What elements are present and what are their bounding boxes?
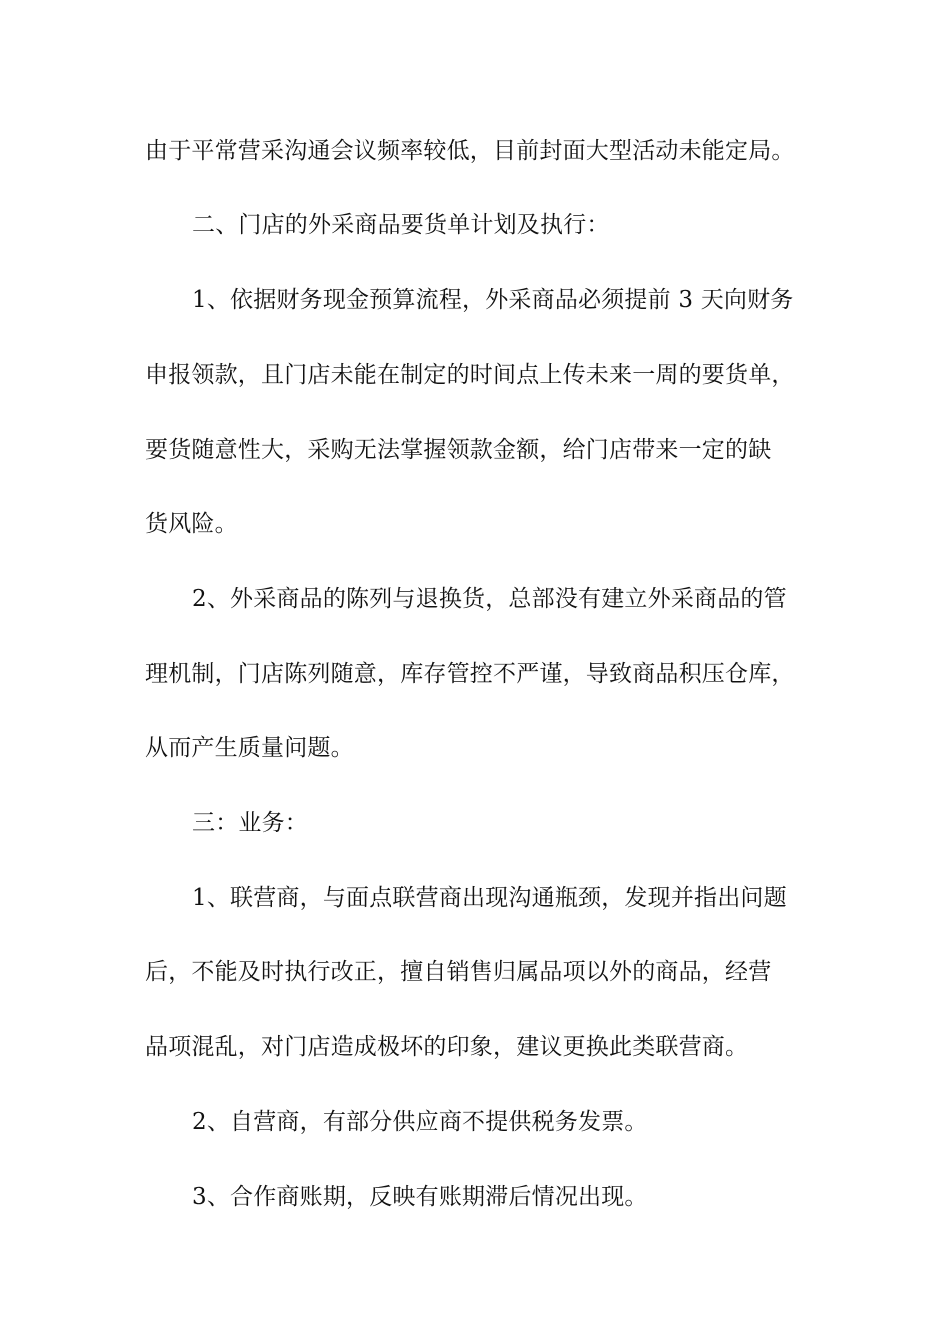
item-2-line-1: 2、外采商品的陈列与退换货，总部没有建立外采商品的管 bbox=[192, 586, 787, 612]
business-item-3: 3、合作商账期，反映有账期滞后情况出现。 bbox=[192, 1184, 648, 1210]
item-2-line-2: 理机制，门店陈列随意，库存管控不严谨，导致商品积压仓库， bbox=[145, 661, 795, 687]
business-item-2: 2、自营商，有部分供应商不提供税务发票。 bbox=[192, 1109, 648, 1135]
item-1-line-4: 货风险。 bbox=[145, 511, 238, 537]
item-1-line-3: 要货随意性大，采购无法掌握领款金额，给门店带来一定的缺 bbox=[145, 437, 772, 463]
item-2-line-3: 从而产生质量问题。 bbox=[145, 735, 354, 761]
section-heading-two: 二、门店的外采商品要货单计划及执行： bbox=[192, 212, 610, 238]
section-heading-three: 三：业务： bbox=[192, 810, 308, 836]
business-item-1-line-2: 后，不能及时执行改正，擅自销售归属品项以外的商品，经营 bbox=[145, 959, 772, 985]
item-1-line-1: 1、依据财务现金预算流程，外采商品必须提前 3 天向财务 bbox=[192, 287, 794, 313]
business-item-1-line-3: 品项混乱，对门店造成极坏的印象，建议更换此类联营商。 bbox=[145, 1034, 749, 1060]
paragraph-continuation-line: 由于平常营采沟通会议频率较低，目前封面大型活动未能定局。 bbox=[145, 138, 795, 164]
item-1-line-2: 申报领款，且门店未能在制定的时间点上传未来一周的要货单， bbox=[145, 362, 795, 388]
business-item-1-line-1: 1、联营商，与面点联营商出现沟通瓶颈，发现并指出问题 bbox=[192, 885, 787, 911]
